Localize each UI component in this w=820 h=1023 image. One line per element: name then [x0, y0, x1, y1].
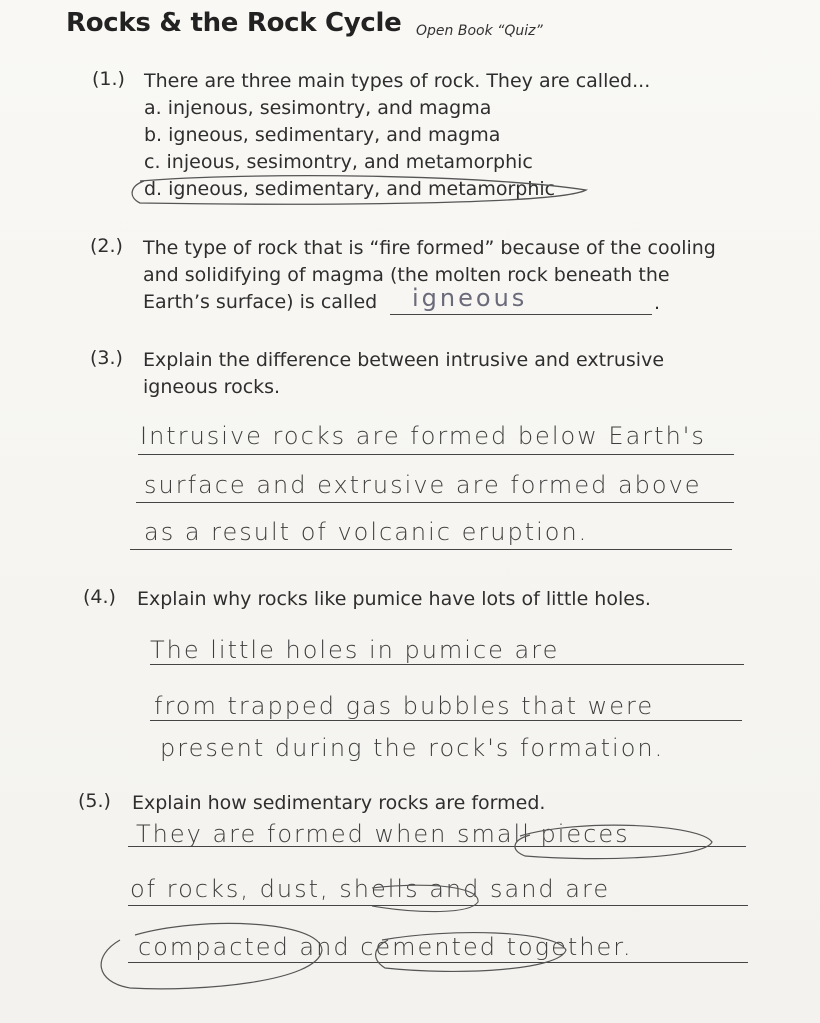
- question-1-option-d: d. igneous, sedimentary, and metamorphic: [144, 178, 556, 200]
- question-2-prompt-line-1: The type of rock that is “fire formed” because of the cooling: [143, 237, 716, 259]
- question-4-handwritten-line-3: present during the rock's formation.: [160, 734, 665, 762]
- question-3-answer-line-2: [136, 502, 734, 503]
- question-3-handwritten-line-1: Intrusive rocks are formed below Earth's: [140, 422, 706, 450]
- question-1-option-b: b. igneous, sedimentary, and magma: [144, 124, 501, 146]
- question-4-handwritten-line-1: The little holes in pumice are: [150, 636, 560, 664]
- question-3-prompt: [143, 347, 664, 401]
- question-3-number: (3.): [90, 347, 123, 369]
- question-5-answer-line-2: [128, 905, 748, 906]
- question-5-handwritten-line-1: They are formed when small pieces: [136, 820, 630, 848]
- question-1-option-c: c. injeous, sesimontry, and metamorphic: [144, 151, 533, 173]
- question-3-prompt-line-2: igneous rocks.: [143, 376, 281, 398]
- question-3-handwritten-line-2: surface and extrusive are formed above: [144, 471, 702, 499]
- question-1: [144, 68, 650, 203]
- question-3-prompt-line-1: Explain the difference between intrusive and extrusive: [143, 349, 665, 371]
- question-4-answer-line-2: [150, 720, 742, 721]
- question-4-prompt-line-1: Explain why rocks like pumice have lots of little holes.: [137, 588, 651, 610]
- question-1-number: (1.): [92, 68, 125, 90]
- question-2-blank-line: [390, 314, 652, 315]
- question-4-handwritten-line-2: from trapped gas bubbles that were: [154, 692, 655, 720]
- question-5-handwritten-line-3: compacted and cemented together.: [138, 933, 633, 961]
- question-3-answer-line-1: [138, 454, 734, 455]
- page-subtitle: Open Book “Quiz”: [416, 23, 543, 39]
- question-5-prompt-line-1: Explain how sedimentary rocks are formed.: [132, 792, 546, 814]
- question-5-handwritten-line-2: of rocks, dust, shells and sand are: [130, 875, 611, 903]
- question-2-number: (2.): [90, 235, 123, 257]
- question-5-answer-line-3: [128, 962, 748, 963]
- question-2-prompt-line-2: and solidifying of magma (the molten rock beneath the: [143, 264, 670, 286]
- question-4-prompt: [137, 586, 651, 613]
- question-4-number: (4.): [83, 586, 116, 608]
- question-2-handwritten-answer: igneous: [412, 284, 528, 312]
- question-2-period: .: [654, 292, 661, 314]
- page-title: Rocks & the Rock Cycle: [66, 8, 402, 38]
- question-2-prompt-line-3: Earth’s surface) is called: [143, 291, 378, 313]
- question-3-handwritten-line-3: as a result of volcanic eruption.: [144, 518, 589, 546]
- question-1-option-a: a. injenous, sesimontry, and magma: [144, 97, 492, 119]
- question-4-answer-line-1: [150, 664, 744, 665]
- question-5-prompt: [132, 790, 545, 817]
- question-1-prompt: There are three main types of rock. They are called...: [144, 70, 651, 92]
- question-5-number: (5.): [78, 790, 111, 812]
- question-3-answer-line-3: [130, 549, 732, 550]
